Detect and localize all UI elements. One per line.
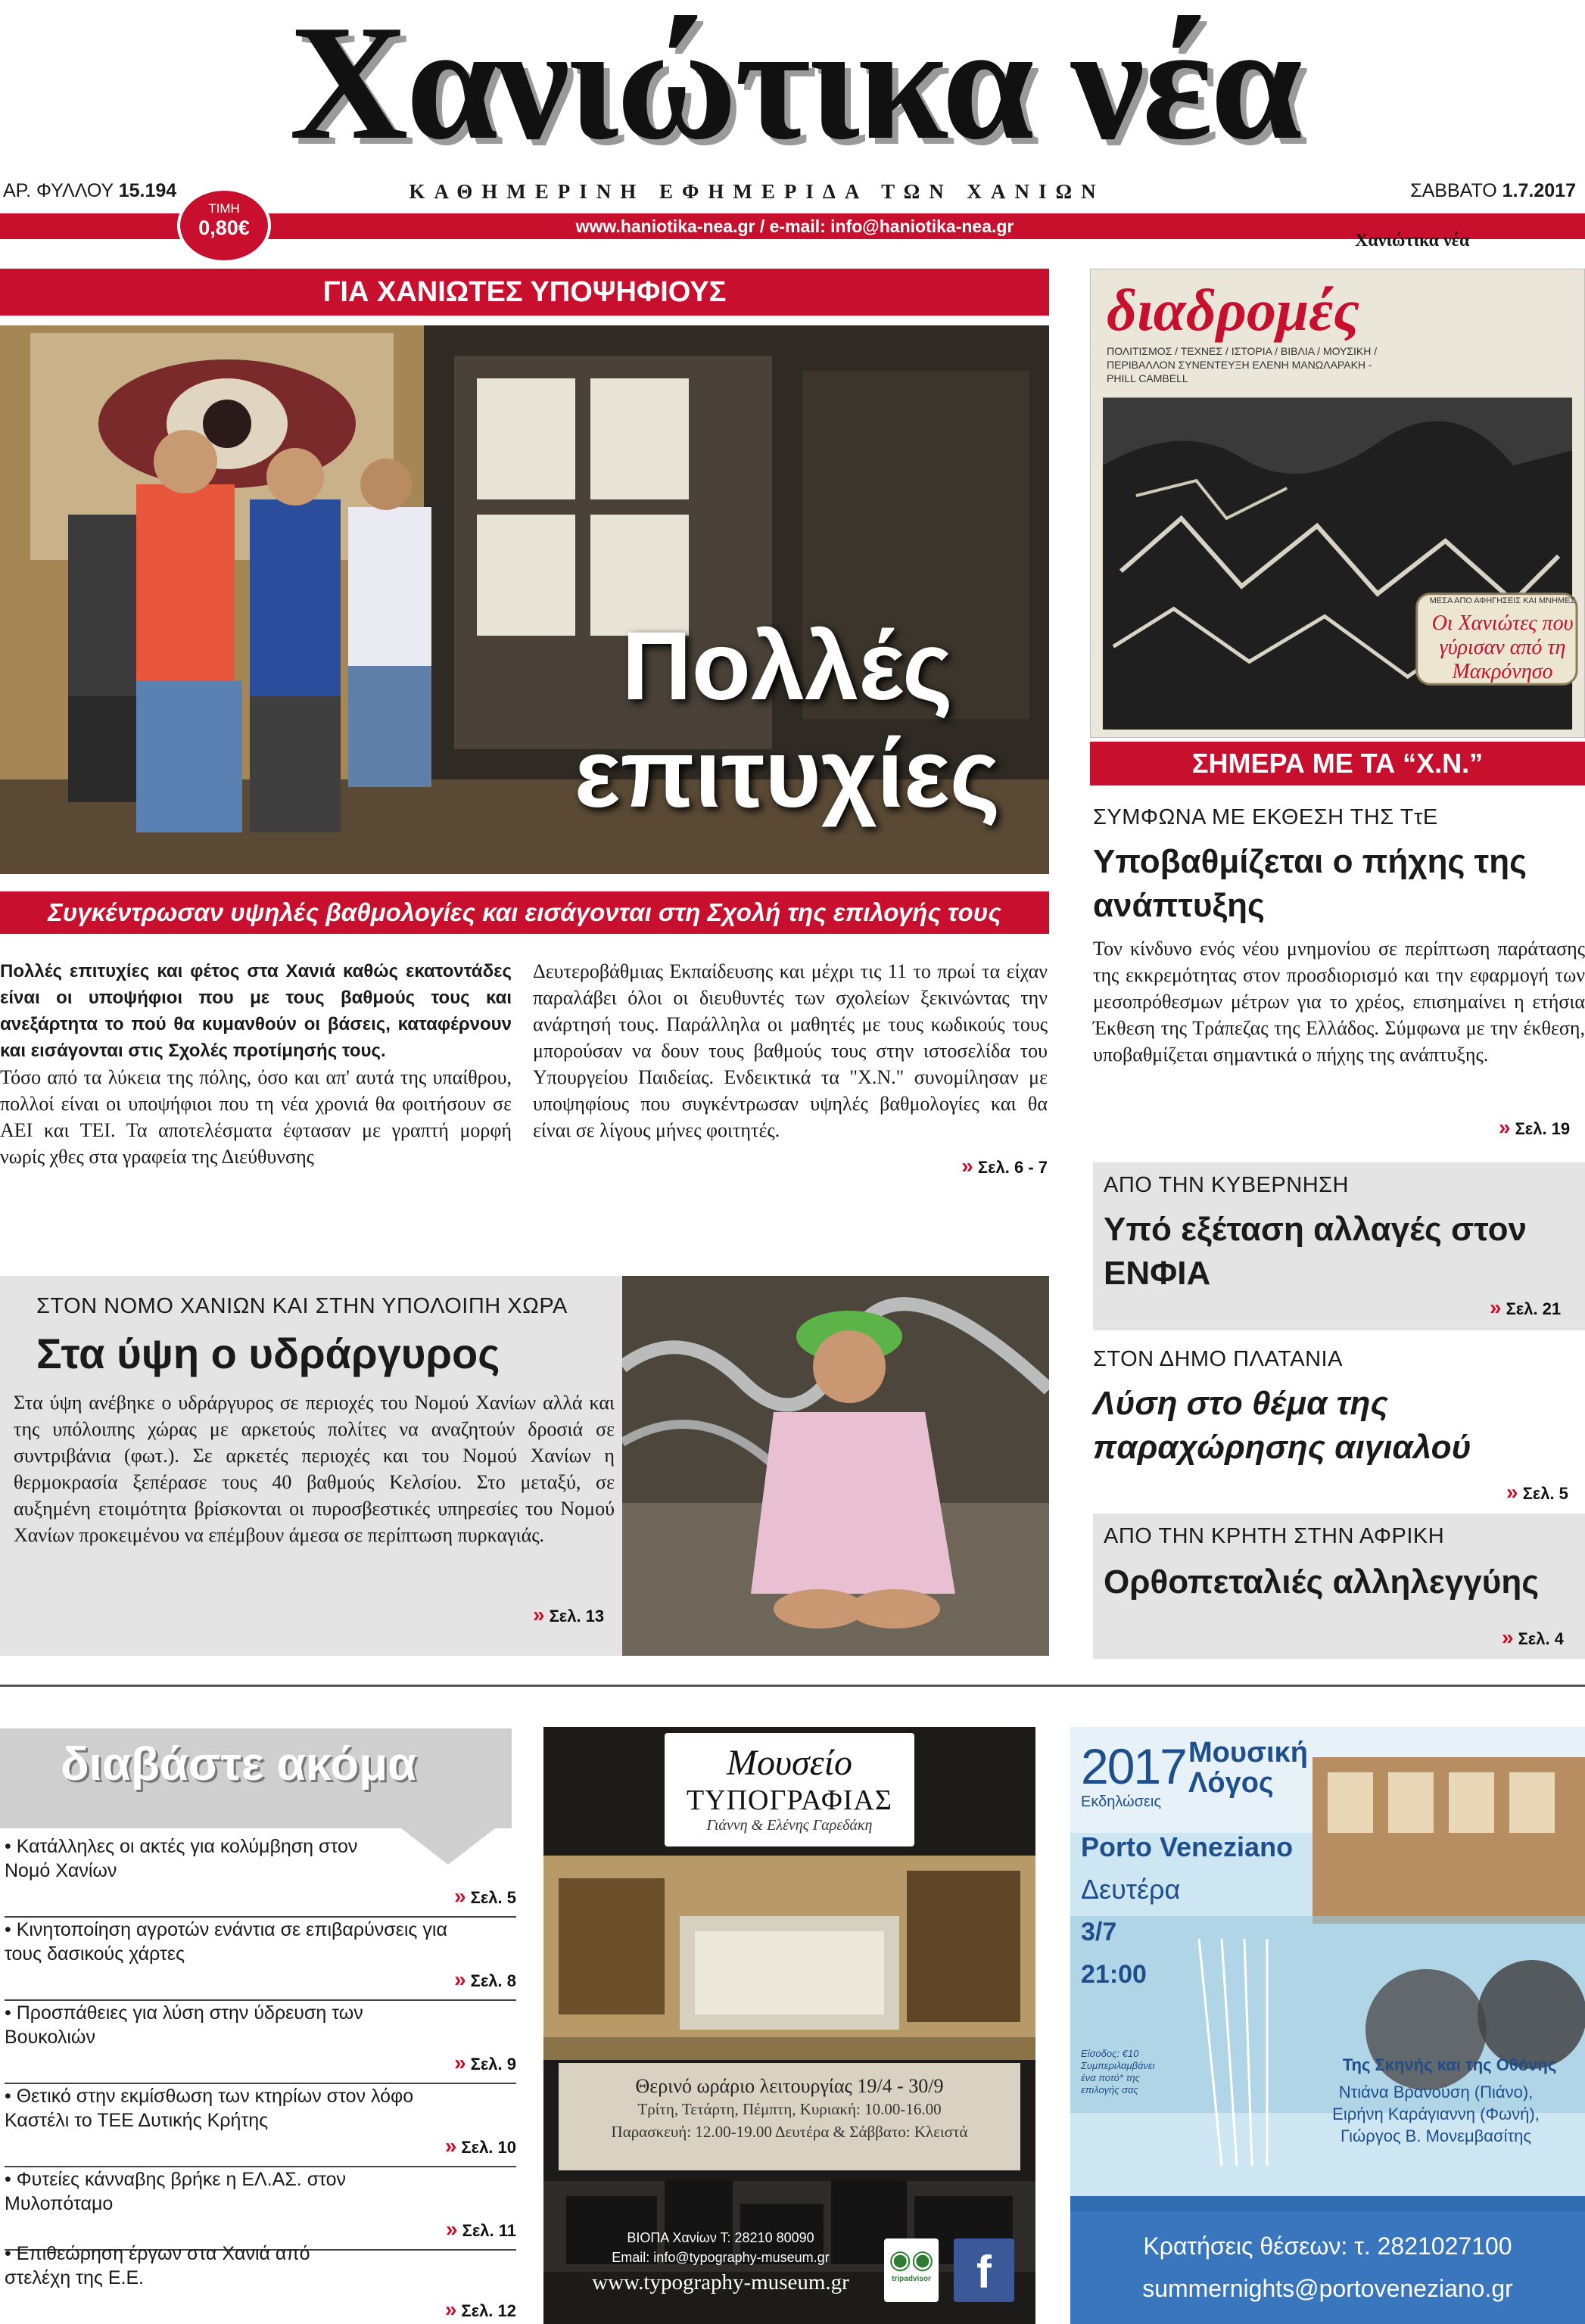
story4-headline[interactable]: Ορθοπεταλιές αλληλεγγύης: [1104, 1563, 1540, 1601]
chevron-right-icon: »: [454, 1968, 466, 1991]
event-venue: Porto Veneziano: [1081, 1831, 1294, 1862]
read-more-item[interactable]: • Επιθεώρηση έργων στα Χανιά από στελέχη της Ε.Ε. » Σελ. 12: [5, 2243, 516, 2321]
museum-logo: Μουσείο ΤΥΠΟΓΡΑΦΙΑΣ Γιάννη & Ελένης Γαρεδάκη: [665, 1733, 914, 1846]
lead-banner: ΓΙΑ ΧΑΝΙΩΤΕΣ ΥΠΟΨΗΦΙΟΥΣ: [0, 269, 1049, 316]
event-day: Δευτέρα: [1081, 1874, 1181, 1905]
supplement-scroll-title: Οι Χανιώτες που γύρισαν από τη Μακρόνησο: [1431, 611, 1574, 683]
chevron-right-icon: »: [454, 2051, 466, 2074]
story3-headline[interactable]: Λύση στο θέμα της παραχώρησης αιγιαλού: [1093, 1385, 1471, 1466]
event-label: Εκδηλώσεις: [1081, 1794, 1162, 1810]
supplement-subtitle: ΠΟΛΙΤΙΣΜΟΣ / ΤΕΧΝΕΣ / ΙΣΤΟΡΙΑ / ΒΙΒΛΙΑ / ΜΟΥΣΙΚΗ / ΠΕΡΙΒΑΛΛΟΝ ΣΥΝΕΝΤΕΥΞΗ ΕΛΕΝΗ ΜΑΝΩΛΑΡΑΚΗ - PHILL CAMBELL: [1107, 345, 1378, 384]
story4-kicker: ΑΠΟ ΤΗΝ ΚΡΗΤΗ ΣΤΗΝ ΑΦΡΙΚΗ: [1104, 1524, 1445, 1548]
event-date: 3/7: [1081, 1918, 1117, 1946]
read-more-item[interactable]: • Κατάλληλες οι ακτές για κολύμβηση στον Νομό Χανίων » Σελ. 5: [5, 1834, 516, 1918]
chevron-right-icon: »: [1502, 1626, 1514, 1649]
chevron-right-icon: »: [444, 2134, 457, 2158]
price-badge: ΤΙΜΗ 0,80€: [177, 188, 271, 263]
lead-subheadline: Συγκέντρωσαν υψηλές βαθμολογίες και εισάγονται στη Σχολή της επιλογής τους: [0, 891, 1049, 934]
facebook-icon[interactable]: f: [954, 2238, 1014, 2302]
lead-headline: Πολλές επιτυχίες: [574, 612, 1001, 828]
masthead: [0, 0, 1585, 250]
story1-kicker: ΣΥΜΦΩΝΑ ΜΕ ΕΚΘΕΣΗ ΤΗΣ ΤτΕ: [1093, 805, 1438, 829]
story2-headline[interactable]: Υπό εξέταση αλλαγές στον ΕΝΦΙΑ: [1104, 1211, 1527, 1292]
event-reservations: Κρατήσεις θέσεων: τ. 2821027100: [1143, 2232, 1512, 2260]
story3-kicker: ΣΤΟΝ ΔΗΜΟ ΠΛΑΤΑΝΙΑ: [1093, 1347, 1343, 1371]
mercury-text: Στα ύψη ανέβηκε ο υδράργυρος σε περιοχές του Νομού Χανίων αλλά και της υπόλοιπης χώρας με αρκετούς πολίτες να αναζητούν δροσιά σε συντριβάνια (φωτ.). Σε αρκετές περιοχές και του Νομού Χανίων η θερμοκρασία ξεπέρασε τους 40 βαθμούς Κελσίου. Στο μεταξύ, σε αυξημένη ετοιμότητα βρίσκονται οι πυροσβεστικές υπηρεσίες του Νομού Χανίων προκειμένου να επέμβουν άμεσα σε περίπτωση πυρκαγιάς.: [14, 1392, 615, 1546]
chevron-right-icon: »: [446, 2217, 458, 2241]
issue-number: ΑΡ. ΦΥΛΛΟΥ 15.194: [3, 180, 177, 201]
lead-page-ref[interactable]: » Σελ. 6 - 7: [961, 1154, 1048, 1178]
story2-kicker: ΑΠΟ ΤΗΝ ΚΥΒΕΡΝΗΣΗ: [1104, 1173, 1350, 1197]
event-cast: Ντιάνα Βρανούση (Πιάνο), Ειρήνη Καράγιαννη (Φωνή), Γιώργος Β. Μονεμβασίτης: [1332, 2083, 1540, 2145]
story1-page-ref[interactable]: » Σελ. 19: [1499, 1115, 1571, 1139]
event-entry: Είσοδος: €10 Συμπεριλαμβάνει ένα ποτό* της επιλογής σας: [1081, 2048, 1155, 2095]
lead-intro: Πολλές επιτυχίες και φέτος στα Χανιά καθώς εκατοντάδες είναι οι υποψήφιοι που με τους βαθμούς τους και ανεξάρτητα το πού θα κυμανθούν οι βάσεις, καταφέρνουν και εισάγονται στις Σχολές προτίμησής τους.: [0, 961, 512, 1061]
event-year: 2017: [1081, 1738, 1186, 1794]
event-show: Της Σκηνής και της Οθόνης: [1342, 2055, 1557, 2074]
supplement-title: διαδρομές: [1107, 277, 1360, 343]
tagline: ΚΑΘΗΜΕΡΙΝΗ ΕΦΗΜΕΡΙΔΑ ΤΩΝ ΧΑΝΙΩΝ: [409, 180, 1105, 203]
chevron-right-icon: »: [1490, 1296, 1502, 1319]
lead-body-2: Δευτεροβάθμιας Εκπαίδευσης και μέχρι τις 11 το πρωί τα είχαν παραλάβει όλοι οι διευθυντές των σχολείων ξεκινώντας την ανάρτησή τους. Παράλληλα οι μαθητές με τους κωδικούς τους μπορούσαν να δουν τους βαθμούς τους στην ιστοσελίδα του Υπουργείου Παιδείας. Ενδεικτικά τα "Χ.Ν." συνομίλησαν με υποψηφίους που συγκέντρωσαν υψηλές βαθμολογίες και θα είναι σε λίγους μήνες φοιτητές.: [533, 960, 1048, 1141]
section-divider: [0, 1685, 1585, 1687]
chevron-right-icon: »: [961, 1154, 973, 1178]
event-email[interactable]: summernights@portoveneziano.gr: [1142, 2275, 1513, 2302]
mercury-headline[interactable]: Στα ύψη ο υδράργυρος: [36, 1330, 500, 1377]
read-more-item[interactable]: • Θετικό στην εκμίσθωση των κτηρίων στον λόφο Καστέλι το ΤΕΕ Δυτικής Κρήτης » Σελ. 10: [5, 2084, 516, 2167]
event-time: 21:00: [1081, 1960, 1147, 1989]
museum-contact: ΒΙΟΠΑ Χανίων Τ: 28210 80090 Email: info@typography-museum.gr www.typography-museum.gr: [592, 2230, 849, 2294]
tripadvisor-icon[interactable]: ◉◉ tripadvisor: [884, 2238, 939, 2302]
read-more-title: διαβάστε ακόμα: [61, 1738, 417, 1790]
chevron-right-icon: »: [1506, 1480, 1518, 1504]
lead-body-1: Τόσο από τα λύκεια της πόλης, όσο και απ' αυτά της υπαίθρου, πολλοί είναι οι υποψήφιοι που τη νέα χρονιά θα φοιτήσουν σε ΑΕΙ και ΤΕΙ. Τα αποτελέσματα έφτασαν με γραπτή μορφή νωρίς χθες στα γραφεία της Διεύθυνσης: [0, 1066, 512, 1168]
issue-date: ΣΑΒΒΑΤΟ 1.7.2017: [1410, 180, 1576, 201]
chevron-right-icon: »: [444, 2298, 457, 2321]
supplement-brand: Χανιώτικα νέα: [1355, 231, 1470, 250]
story2-page-ref[interactable]: » Σελ. 21: [1490, 1296, 1562, 1319]
chevron-right-icon: »: [1499, 1115, 1511, 1139]
story4-page-ref[interactable]: » Σελ. 4: [1502, 1626, 1564, 1649]
lead-column-2: [533, 958, 1048, 1181]
read-more-item[interactable]: • Φυτείες κάνναβης βρήκε η ΕΛ.ΑΣ. στον Μυλοπόταμο » Σελ. 11: [5, 2167, 516, 2251]
supplement-scroll-kicker: ΜΕΣΑ ΑΠΟ ΑΦΗΓΗΣΕΙΣ ΚΑΙ ΜΝΗΜΕΣ: [1429, 596, 1576, 605]
chevron-right-icon: »: [454, 1884, 466, 1908]
website-link[interactable]: www.haniotika-nea.gr / e-mail: info@haniotika-nea.gr: [575, 216, 1014, 236]
mercury-page-ref[interactable]: » Σελ. 13: [533, 1603, 605, 1626]
chevron-right-icon: »: [533, 1603, 545, 1626]
newspaper-title: Χανιώτικα νέα: [289, 0, 1300, 174]
lead-column-1: [0, 958, 512, 1170]
mercury-photo: [622, 1276, 1049, 1656]
story1-headline[interactable]: Υποβαθμίζεται ο πήχης της ανάπτυξης: [1093, 843, 1527, 924]
museum-hours: Θερινό ωράριο λειτουργίας 19/4 - 30/9 Τρίτη, Τετάρτη, Πέμπτη, Κυριακή: 10.00-16.00 Παρασκευή: 12.00-19.00 Δευτέρα & Σάββατο: Κλειστά: [559, 2063, 1020, 2170]
supplement-banner: ΣΗΜΕΡΑ ΜΕ ΤΑ “Χ.Ν.”: [1090, 742, 1585, 786]
read-more-item[interactable]: • Κινητοποίηση αγροτών ενάντια σε επιβαρύνσεις για τους δασικούς χάρτες » Σελ. 8: [5, 1918, 516, 2001]
story3-page-ref[interactable]: » Σελ. 5: [1506, 1480, 1568, 1504]
story1-text: Τον κίνδυνο ενός νέου μνημονίου σε περίπτωση παράτασης της εκκρεμότητας στον προσδιορισμό και την εφαρμογή των μεσοπρόθεσμων μέτρων για το χρέος, επισημαίνει η ετήσια Έκθεση της Τράπεζας της Ελλάδος. Σύμφωνα με την έκθεση, υποβαθμίζεται σημαντικά ο πήχης της ανάπτυξης.: [1093, 938, 1585, 1066]
event-title: Μουσική Λόγος: [1188, 1737, 1308, 1799]
read-more-item[interactable]: • Προσπάθειες για λύση στην ύδρευση των Βουκολιών » Σελ. 9: [5, 2001, 516, 2084]
mercury-kicker: ΣΤΟΝ ΝΟΜΟ ΧΑΝΙΩΝ ΚΑΙ ΣΤΗΝ ΥΠΟΛΟΙΠΗ ΧΩΡΑ: [36, 1294, 568, 1318]
